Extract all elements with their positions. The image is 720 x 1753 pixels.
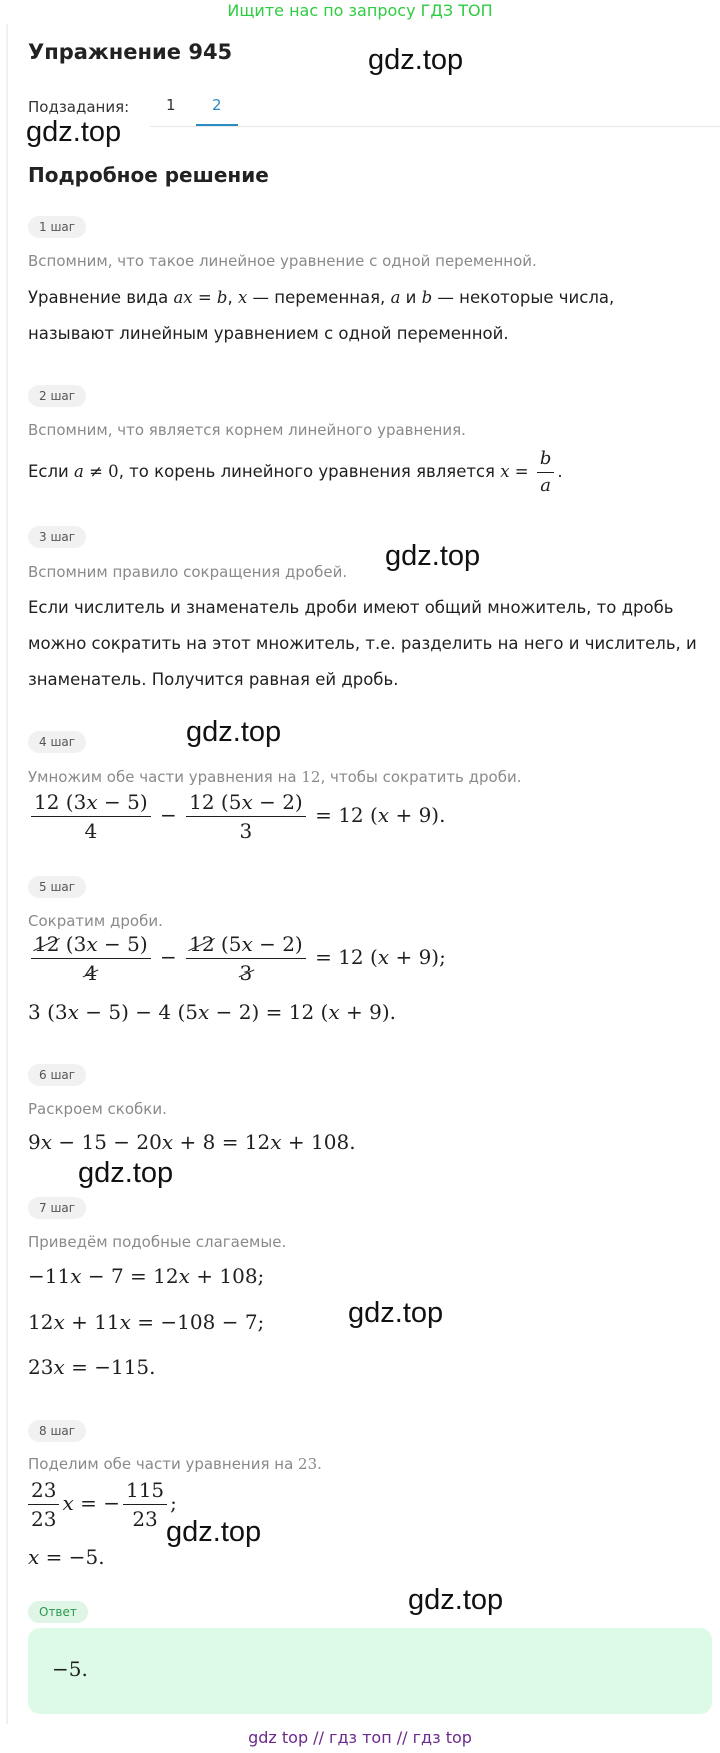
step-badge: 7 шаг (28, 1197, 86, 1219)
equation: $\frac{23}{23}$ x = − $\frac{115}{23}$ ; (28, 1478, 177, 1531)
equation: $\frac{12 (3x - 5)}{4}$ − $\frac{12 (5x - 2)}{3}$ = 12 (x + 9); (28, 932, 446, 985)
tabs-divider (150, 126, 720, 127)
page-title: Упражнение 945 (28, 40, 233, 64)
step-badge: 4 шаг (28, 731, 86, 753)
step-hint: Сократим дроби. (28, 912, 163, 930)
step-text: Если числитель и знаменатель дроби имеют общий множитель, то дробь можно сократить на этот множитель, т.е. разделить на него и числитель, и знаменатель. Получится равная ей дробь. (28, 598, 697, 689)
step-badge: 6 шаг (28, 1064, 86, 1086)
equation: 12x + 11x = −108 − 7; (28, 1310, 265, 1334)
equation: 23x = −115. (28, 1355, 156, 1379)
watermark: gdz.top (348, 1297, 444, 1329)
active-tab-indicator (196, 124, 238, 126)
watermark: gdz.top (368, 44, 464, 76)
step-hint: Раскроем скобки. (28, 1100, 167, 1118)
equation: −11x − 7 = 12x + 108; (28, 1264, 265, 1288)
watermark: gdz.top (408, 1584, 504, 1616)
step-hint: Вспомним, что является корнем линейного уравнения. (28, 421, 466, 439)
answer-box (28, 1628, 712, 1714)
equation: 9x − 15 − 20x + 8 = 12x + 108. (28, 1130, 356, 1154)
step-hint: Умножим обе части уравнения на 12, чтобы сократить дроби. (28, 768, 522, 786)
subtask-tab-1[interactable]: 1 (166, 96, 176, 114)
step-text: Если a ≠ 0, то корень линейного уравнения является x = $\frac{b}{a}$ . (28, 448, 563, 496)
step-hint: Приведём подобные слагаемые. (28, 1233, 287, 1251)
subtask-tab-2[interactable]: 2 (212, 96, 222, 114)
equation: $\frac{12 (3x - 5)}{4}$ − $\frac{12 (5x - 2)}{3}$ = 12 (x + 9). (28, 790, 445, 843)
answer-badge: Ответ (28, 1601, 88, 1623)
step-hint: Поделим обе части уравнения на 23. (28, 1455, 322, 1473)
watermark: gdz.top (166, 1516, 262, 1548)
subtasks-label: Подзадания: (28, 98, 130, 116)
section-title: Подробное решение (28, 163, 269, 187)
step-badge: 5 шаг (28, 876, 86, 898)
step-hint: Вспомним правило сокращения дробей. (28, 563, 348, 581)
step-badge: 3 шаг (28, 526, 86, 548)
step-badge: 2 шаг (28, 385, 86, 407)
watermark: gdz.top (385, 540, 481, 572)
watermark: gdz.top (26, 116, 122, 148)
step-text: Уравнение вида ax = b, x — переменная, a и b — некоторые числа, называют линейным уравнением с одной переменной. (28, 288, 615, 343)
step-hint: Вспомним, что такое линейное уравнение с одной переменной. (28, 252, 537, 270)
step-badge: 8 шаг (28, 1420, 86, 1442)
step-badge: 1 шаг (28, 216, 86, 238)
answer-value: −5. (52, 1657, 88, 1681)
equation: 3 (3x − 5) − 4 (5x − 2) = 12 (x + 9). (28, 1000, 396, 1024)
footer-links[interactable]: gdz top // гдз топ // гдз top (248, 1728, 472, 1747)
watermark: gdz.top (186, 716, 282, 748)
promo-banner[interactable]: Ищите нас по запросу ГДЗ ТОП (227, 1, 493, 20)
equation: x = −5. (28, 1545, 105, 1569)
watermark: gdz.top (78, 1157, 174, 1189)
